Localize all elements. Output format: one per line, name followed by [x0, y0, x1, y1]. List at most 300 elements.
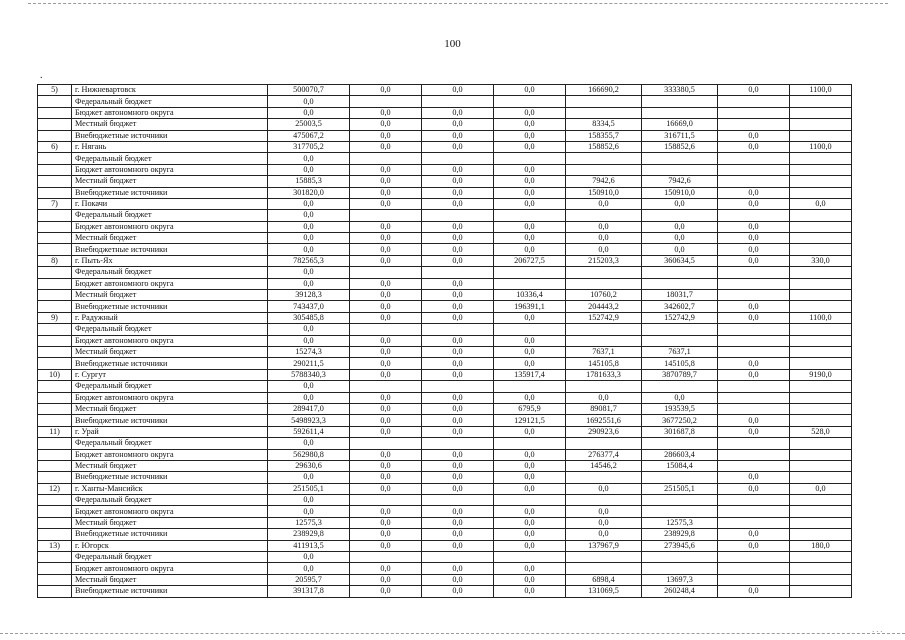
value-cell: 0,0 — [422, 529, 494, 540]
value-cell: 0,0 — [718, 415, 790, 426]
value-cell: 150910,0 — [566, 187, 642, 198]
value-cell — [718, 574, 790, 585]
value-cell: 0,0 — [350, 449, 422, 460]
value-cell: 475067,2 — [268, 130, 350, 141]
value-cell — [718, 107, 790, 118]
value-cell: 0,0 — [718, 472, 790, 483]
value-cell — [494, 96, 566, 107]
value-cell — [350, 552, 422, 563]
value-cell: 0,0 — [790, 483, 852, 494]
value-cell: 1100,0 — [790, 141, 852, 152]
value-cell: 0,0 — [790, 198, 852, 209]
value-cell: 305485,8 — [268, 312, 350, 323]
value-cell: 0,0 — [350, 346, 422, 357]
value-cell — [642, 153, 718, 164]
value-cell: 0,0 — [268, 381, 350, 392]
value-cell — [422, 381, 494, 392]
value-cell: 0,0 — [494, 119, 566, 130]
value-cell: 528,0 — [790, 426, 852, 437]
value-cell: 0,0 — [718, 233, 790, 244]
value-cell — [494, 210, 566, 221]
value-cell: 0,0 — [268, 278, 350, 289]
row-number — [38, 358, 72, 369]
row-number — [38, 107, 72, 118]
value-cell: 0,0 — [566, 517, 642, 528]
value-cell: 0,0 — [350, 460, 422, 471]
value-cell: 0,0 — [268, 221, 350, 232]
value-cell — [642, 210, 718, 221]
value-cell: 0,0 — [268, 552, 350, 563]
table-row — [38, 244, 852, 255]
value-cell — [494, 381, 566, 392]
table-row — [38, 301, 852, 312]
table-row — [38, 346, 852, 357]
value-cell: 0,0 — [718, 540, 790, 551]
value-cell: 0,0 — [422, 130, 494, 141]
value-cell — [494, 153, 566, 164]
table-row — [38, 255, 852, 266]
row-label: Местный бюджет — [72, 574, 268, 585]
value-cell — [494, 278, 566, 289]
row-label: г. Урай — [72, 426, 268, 437]
value-cell: 0,0 — [566, 506, 642, 517]
row-number — [38, 460, 72, 471]
value-cell: 10336,4 — [494, 290, 566, 301]
value-cell: 342602,7 — [642, 301, 718, 312]
value-cell — [718, 153, 790, 164]
value-cell: 0,0 — [566, 392, 642, 403]
value-cell — [422, 96, 494, 107]
value-cell: 0,0 — [642, 392, 718, 403]
value-cell: 0,0 — [422, 335, 494, 346]
value-cell: 290923,6 — [566, 426, 642, 437]
value-cell — [718, 381, 790, 392]
table-row — [38, 358, 852, 369]
value-cell: 0,0 — [422, 358, 494, 369]
table-row — [38, 483, 852, 494]
value-cell: 13697,3 — [642, 574, 718, 585]
value-cell — [718, 449, 790, 460]
value-cell: 0,0 — [718, 483, 790, 494]
value-cell: 0,0 — [268, 335, 350, 346]
row-label: г. Югорск — [72, 540, 268, 551]
value-cell: 0,0 — [718, 221, 790, 232]
value-cell — [790, 529, 852, 540]
value-cell — [494, 267, 566, 278]
value-cell — [790, 107, 852, 118]
value-cell — [790, 506, 852, 517]
value-cell: 0,0 — [268, 472, 350, 483]
value-cell: 0,0 — [422, 278, 494, 289]
value-cell — [718, 278, 790, 289]
value-cell: 0,0 — [350, 574, 422, 585]
table-row — [38, 324, 852, 335]
row-label: Местный бюджет — [72, 517, 268, 528]
value-cell — [494, 324, 566, 335]
value-cell: 391317,8 — [268, 586, 350, 597]
row-number — [38, 552, 72, 563]
value-cell: 0,0 — [494, 233, 566, 244]
table-row — [38, 141, 852, 152]
value-cell — [566, 438, 642, 449]
value-cell — [790, 119, 852, 130]
row-label: Внебюджетные источники — [72, 358, 268, 369]
row-label: г. Нягань — [72, 141, 268, 152]
value-cell — [422, 552, 494, 563]
row-label: Внебюджетные источники — [72, 472, 268, 483]
value-cell: 89081,7 — [566, 403, 642, 414]
value-cell: 6898,4 — [566, 574, 642, 585]
value-cell: 238929,8 — [268, 529, 350, 540]
value-cell: 0,0 — [494, 563, 566, 574]
value-cell: 0,0 — [350, 312, 422, 323]
table-row — [38, 198, 852, 209]
value-cell: 0,0 — [494, 221, 566, 232]
value-cell: 0,0 — [422, 85, 494, 96]
table-row — [38, 233, 852, 244]
value-cell — [790, 278, 852, 289]
value-cell: 0,0 — [422, 244, 494, 255]
value-cell: 158852,6 — [566, 141, 642, 152]
value-cell: 0,0 — [350, 278, 422, 289]
value-cell: 0,0 — [494, 460, 566, 471]
value-cell: 152742,9 — [642, 312, 718, 323]
value-cell: 0,0 — [268, 107, 350, 118]
value-cell — [350, 381, 422, 392]
value-cell: 0,0 — [422, 460, 494, 471]
table-row — [38, 164, 852, 175]
value-cell: 0,0 — [350, 335, 422, 346]
value-cell: 0,0 — [422, 426, 494, 437]
row-number — [38, 176, 72, 187]
value-cell — [642, 278, 718, 289]
row-number — [38, 381, 72, 392]
bottom-scan-edge — [0, 633, 905, 634]
value-cell: 1781633,3 — [566, 369, 642, 380]
value-cell — [422, 324, 494, 335]
value-cell: 0,0 — [718, 586, 790, 597]
value-cell: 0,0 — [642, 244, 718, 255]
value-cell — [790, 403, 852, 414]
table-row — [38, 381, 852, 392]
value-cell: 180,0 — [790, 540, 852, 551]
row-label: Местный бюджет — [72, 119, 268, 130]
value-cell: 290211,5 — [268, 358, 350, 369]
value-cell: 301687,8 — [642, 426, 718, 437]
value-cell: 238929,8 — [642, 529, 718, 540]
value-cell — [566, 267, 642, 278]
table-row — [38, 96, 852, 107]
value-cell — [718, 119, 790, 130]
value-cell: 0,0 — [718, 130, 790, 141]
value-cell: 411913,5 — [268, 540, 350, 551]
value-cell — [790, 301, 852, 312]
value-cell: 0,0 — [422, 164, 494, 175]
row-label: Местный бюджет — [72, 346, 268, 357]
row-number — [38, 324, 72, 335]
row-label: Федеральный бюджет — [72, 552, 268, 563]
row-label: Местный бюджет — [72, 403, 268, 414]
value-cell: 16669,0 — [642, 119, 718, 130]
row-label: Местный бюджет — [72, 176, 268, 187]
value-cell: 39128,3 — [268, 290, 350, 301]
row-label: Федеральный бюджет — [72, 381, 268, 392]
corner-scan-mark: · · · — [872, 628, 883, 636]
row-number — [38, 233, 72, 244]
table-row — [38, 574, 852, 585]
value-cell: 276377,4 — [566, 449, 642, 460]
value-cell — [790, 164, 852, 175]
row-number — [38, 221, 72, 232]
table-row — [38, 210, 852, 221]
value-cell: 0,0 — [350, 403, 422, 414]
row-label: Бюджет автономного округа — [72, 563, 268, 574]
value-cell: 0,0 — [422, 233, 494, 244]
value-cell: 0,0 — [422, 369, 494, 380]
row-label: Бюджет автономного округа — [72, 107, 268, 118]
value-cell — [422, 267, 494, 278]
value-cell: 215203,3 — [566, 255, 642, 266]
value-cell — [494, 438, 566, 449]
value-cell: 7637,1 — [566, 346, 642, 357]
value-cell: 0,0 — [718, 426, 790, 437]
table-row — [38, 415, 852, 426]
value-cell: 0,0 — [268, 392, 350, 403]
value-cell: 0,0 — [422, 586, 494, 597]
value-cell: 0,0 — [494, 164, 566, 175]
row-label: Бюджет автономного округа — [72, 449, 268, 460]
value-cell — [790, 346, 852, 357]
value-cell — [642, 96, 718, 107]
row-label: Федеральный бюджет — [72, 153, 268, 164]
value-cell — [790, 460, 852, 471]
row-label: Федеральный бюджет — [72, 495, 268, 506]
value-cell: 166690,2 — [566, 85, 642, 96]
value-cell: 0,0 — [494, 483, 566, 494]
value-cell: 0,0 — [422, 221, 494, 232]
value-cell: 145105,8 — [566, 358, 642, 369]
value-cell: 3677250,2 — [642, 415, 718, 426]
value-cell — [790, 586, 852, 597]
table-row — [38, 290, 852, 301]
value-cell: 0,0 — [494, 392, 566, 403]
row-number — [38, 403, 72, 414]
value-cell: 7942,6 — [642, 176, 718, 187]
value-cell: 317705,2 — [268, 141, 350, 152]
value-cell: 0,0 — [566, 221, 642, 232]
value-cell: 0,0 — [268, 244, 350, 255]
value-cell — [642, 267, 718, 278]
value-cell: 0,0 — [494, 176, 566, 187]
value-cell — [718, 495, 790, 506]
value-cell: 18031,7 — [642, 290, 718, 301]
table-row — [38, 472, 852, 483]
value-cell — [422, 210, 494, 221]
value-cell: 0,0 — [642, 221, 718, 232]
value-cell — [718, 563, 790, 574]
value-cell — [718, 438, 790, 449]
value-cell: 0,0 — [350, 119, 422, 130]
table-row — [38, 119, 852, 130]
value-cell — [566, 472, 642, 483]
value-cell: 0,0 — [350, 426, 422, 437]
value-cell — [642, 164, 718, 175]
value-cell: 562980,8 — [268, 449, 350, 460]
table-row — [38, 221, 852, 232]
value-cell: 0,0 — [494, 358, 566, 369]
value-cell — [718, 403, 790, 414]
row-number — [38, 563, 72, 574]
row-number — [38, 472, 72, 483]
value-cell: 0,0 — [268, 506, 350, 517]
value-cell — [790, 381, 852, 392]
table-row — [38, 312, 852, 323]
value-cell — [790, 267, 852, 278]
budget-table — [37, 84, 852, 598]
value-cell: 0,0 — [350, 255, 422, 266]
value-cell: 273945,6 — [642, 540, 718, 551]
value-cell: 0,0 — [350, 415, 422, 426]
value-cell — [790, 210, 852, 221]
value-cell: 0,0 — [350, 107, 422, 118]
value-cell: 12575,3 — [642, 517, 718, 528]
value-cell — [350, 324, 422, 335]
value-cell: 289417,0 — [268, 403, 350, 414]
value-cell: 0,0 — [350, 392, 422, 403]
value-cell — [790, 244, 852, 255]
row-label: г. Нижневартовск — [72, 85, 268, 96]
value-cell: 0,0 — [494, 540, 566, 551]
table-row — [38, 552, 852, 563]
value-cell — [718, 324, 790, 335]
value-cell — [790, 221, 852, 232]
value-cell — [642, 552, 718, 563]
row-number — [38, 517, 72, 528]
value-cell: 0,0 — [422, 346, 494, 357]
value-cell: 0,0 — [718, 187, 790, 198]
value-cell — [790, 130, 852, 141]
value-cell — [566, 278, 642, 289]
value-cell: 500070,7 — [268, 85, 350, 96]
value-cell — [790, 358, 852, 369]
value-cell: 0,0 — [268, 495, 350, 506]
value-cell — [718, 392, 790, 403]
row-label: г. Сургут — [72, 369, 268, 380]
value-cell: 9190,0 — [790, 369, 852, 380]
value-cell — [350, 495, 422, 506]
value-cell: 0,0 — [566, 198, 642, 209]
row-label: Бюджет автономного округа — [72, 221, 268, 232]
value-cell — [790, 187, 852, 198]
value-cell: 0,0 — [350, 540, 422, 551]
value-cell — [718, 346, 790, 357]
value-cell — [566, 552, 642, 563]
value-cell: 0,0 — [422, 187, 494, 198]
value-cell — [790, 96, 852, 107]
value-cell — [566, 495, 642, 506]
value-cell: 0,0 — [422, 506, 494, 517]
value-cell — [350, 210, 422, 221]
value-cell: 0,0 — [422, 290, 494, 301]
value-cell: 0,0 — [422, 563, 494, 574]
table-row — [38, 403, 852, 414]
value-cell — [566, 107, 642, 118]
row-number — [38, 187, 72, 198]
row-number — [38, 301, 72, 312]
value-cell: 301820,0 — [268, 187, 350, 198]
value-cell — [790, 392, 852, 403]
row-number — [38, 153, 72, 164]
value-cell: 0,0 — [350, 472, 422, 483]
table-row — [38, 278, 852, 289]
value-cell: 592611,4 — [268, 426, 350, 437]
value-cell: 0,0 — [422, 483, 494, 494]
value-cell — [790, 574, 852, 585]
table-row — [38, 563, 852, 574]
value-cell: 0,0 — [350, 586, 422, 597]
value-cell — [350, 96, 422, 107]
value-cell: 196391,1 — [494, 301, 566, 312]
value-cell: 0,0 — [350, 290, 422, 301]
row-label: Внебюджетные источники — [72, 187, 268, 198]
value-cell: 0,0 — [268, 198, 350, 209]
value-cell: 0,0 — [494, 346, 566, 357]
value-cell: 3870789,7 — [642, 369, 718, 380]
row-label: Внебюджетные источники — [72, 586, 268, 597]
value-cell — [642, 506, 718, 517]
value-cell: 8334,5 — [566, 119, 642, 130]
row-number — [38, 438, 72, 449]
value-cell: 0,0 — [422, 449, 494, 460]
value-cell — [718, 210, 790, 221]
value-cell — [790, 495, 852, 506]
stray-dot: . — [40, 70, 43, 81]
value-cell: 0,0 — [422, 198, 494, 209]
value-cell: 1100,0 — [790, 85, 852, 96]
row-number — [38, 96, 72, 107]
value-cell — [642, 563, 718, 574]
value-cell: 0,0 — [718, 255, 790, 266]
row-label: г. Пыть-Ях — [72, 255, 268, 266]
row-number: 13) — [38, 540, 72, 551]
value-cell — [642, 438, 718, 449]
row-label: Бюджет автономного округа — [72, 506, 268, 517]
value-cell: 0,0 — [268, 324, 350, 335]
value-cell — [642, 472, 718, 483]
value-cell: 0,0 — [422, 392, 494, 403]
value-cell: 743437,0 — [268, 301, 350, 312]
row-label: Федеральный бюджет — [72, 210, 268, 221]
value-cell: 360634,5 — [642, 255, 718, 266]
value-cell: 158355,7 — [566, 130, 642, 141]
value-cell — [566, 96, 642, 107]
value-cell: 0,0 — [718, 141, 790, 152]
value-cell: 0,0 — [494, 198, 566, 209]
value-cell — [790, 449, 852, 460]
value-cell: 0,0 — [350, 483, 422, 494]
value-cell: 145105,8 — [642, 358, 718, 369]
row-label: Внебюджетные источники — [72, 130, 268, 141]
row-number — [38, 415, 72, 426]
row-label: Внебюджетные источники — [72, 301, 268, 312]
value-cell: 782565,3 — [268, 255, 350, 266]
value-cell — [718, 335, 790, 346]
value-cell — [718, 96, 790, 107]
value-cell: 0,0 — [350, 198, 422, 209]
value-cell: 0,0 — [350, 176, 422, 187]
value-cell: 0,0 — [494, 449, 566, 460]
value-cell: 29630,6 — [268, 460, 350, 471]
